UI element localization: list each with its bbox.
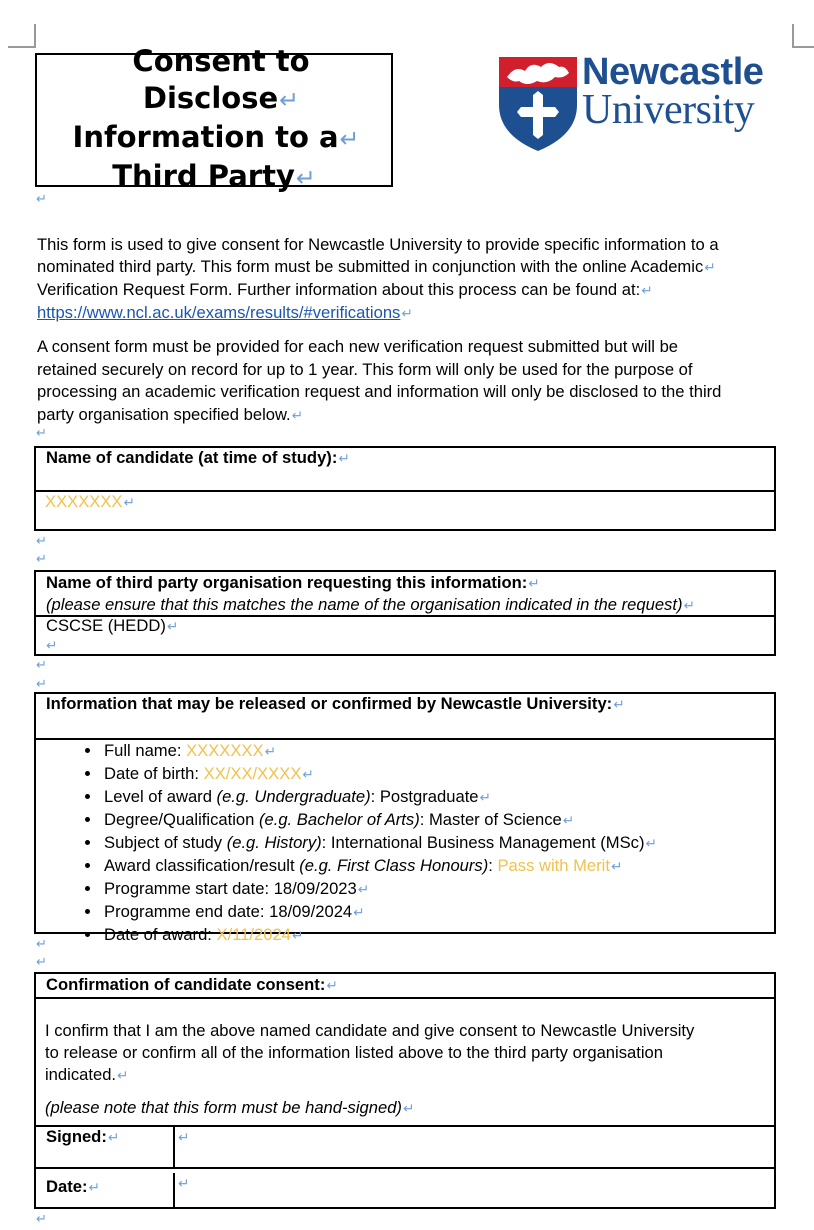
return-mark-icon: ↵ [264,744,276,759]
policy-line: party organisation specified below. [37,404,291,424]
third-party-table [34,570,776,656]
release-item-value: Postgraduate [379,787,479,806]
release-item-value: Master of Science [428,810,562,829]
release-item-prefix: Date of birth: [104,764,204,783]
release-item-sep: : [419,810,429,829]
return-mark-icon: ↵ [326,978,338,993]
release-item-prefix: Subject of study [104,833,227,852]
release-info-item [102,809,774,832]
shield-crest-icon [497,55,579,153]
return-mark-icon: ↵ [88,1180,100,1195]
candidate-name-cell[interactable] [36,490,774,529]
consent-statement-line: to release or confirm all of the information listed above to the third party organisation [45,1043,663,1062]
return-mark-icon: ↵ [291,407,304,423]
intro-paragraph [37,234,787,325]
third-party-note: (please ensure that this matches the name of the organisation indicated in the request) [46,595,683,614]
return-mark-icon: ↵ [46,638,58,653]
release-item-prefix: Programme start date: [104,879,274,898]
return-mark-icon: ↵ [302,767,314,782]
release-item-sep: : [488,856,498,875]
release-item-prefix: Full name: [104,741,187,760]
return-mark-icon: ↵ [613,697,625,712]
release-item-value: 18/09/2024 [269,902,353,921]
release-item-value: International Business Management (MSc) [330,833,645,852]
release-item-example: (e.g. Undergraduate) [216,787,371,806]
policy-line: A consent form must be provided for each new verification request submitted but will be [37,337,679,356]
return-mark-icon: ↵ [291,928,304,943]
intro-line: nominated third party. This form must be submitted in conjunction with the online Academic [37,257,704,276]
return-mark-icon: ↵ [353,905,365,920]
consent-signing-note: (please note that this form must be hand-signed) [45,1098,402,1117]
release-item-highlight: XXXXXXX [186,741,264,760]
consent-table [34,972,776,1209]
candidate-name-table [34,446,776,531]
release-item-prefix: Programme end date: [104,902,270,921]
release-item-highlight: X/11/2024 [216,925,291,944]
return-mark-icon: ↵ [562,813,575,828]
policy-line: processing an academic verification request and information will only be disclosed to the third [37,382,722,402]
release-info-label: Information that may be released or confirmed by Newcastle University: [46,694,613,713]
return-mark-icon: ↵ [178,1130,190,1145]
release-info-list [36,740,774,947]
release-item-example: (e.g. Bachelor of Arts) [258,810,420,829]
return-mark-icon: ↵ [36,551,47,566]
return-mark-icon: ↵ [683,598,695,613]
release-item-highlight: XX/XX/XXXX [203,764,302,783]
logo-name-line-2: University [582,87,755,133]
return-mark-icon: ↵ [36,936,47,951]
date-cell[interactable] [175,1173,774,1207]
title-line-3: Third Party [112,159,295,193]
logo-name-line-1: Newcastle [582,51,764,93]
return-mark-icon: ↵ [36,676,47,691]
release-info-item [102,878,774,901]
signature-cell[interactable] [175,1127,774,1167]
release-info-item [102,924,774,947]
return-mark-icon: ↵ [357,882,370,897]
release-item-prefix: Degree/Qualification [104,810,259,829]
return-mark-icon: ↵ [402,1101,415,1116]
release-info-item [102,740,774,763]
signed-label: Signed: [46,1127,107,1146]
consent-label: Confirmation of candidate consent: [46,975,326,994]
release-item-value: 18/09/2023 [273,879,357,898]
return-mark-icon: ↵ [401,306,413,321]
consent-statement-line: I confirm that I am the above named candidate and give consent to Newcastle University [45,1021,695,1040]
document-title-box [35,44,393,193]
release-item-prefix: Level of award [104,787,217,806]
return-mark-icon: ↵ [279,86,300,114]
release-item-sep: : [370,787,380,806]
return-mark-icon: ↵ [528,576,540,591]
release-info-item [102,832,774,855]
release-info-item [102,786,774,809]
release-item-highlight: Pass with Merit [497,856,610,875]
return-mark-icon: ↵ [36,425,47,440]
consent-statement-line: indicated. [45,1065,117,1084]
return-mark-icon: ↵ [36,533,47,548]
return-mark-icon: ↵ [36,657,47,672]
intro-line: This form is used to give consent for Newcastle University to provide specific information to a [37,235,719,254]
return-mark-icon: ↵ [36,954,47,969]
policy-paragraph [37,336,787,427]
release-item-example: (e.g. First Class Honours) [299,856,489,875]
return-mark-icon: ↵ [36,191,47,206]
return-mark-icon: ↵ [107,1130,120,1145]
crop-mark-top-left [8,24,36,48]
return-mark-icon: ↵ [610,859,623,874]
return-mark-icon: ↵ [704,260,716,275]
university-logo [497,53,789,153]
return-mark-icon: ↵ [178,1176,190,1191]
return-mark-icon: ↵ [641,283,653,298]
third-party-label: Name of third party organisation requesting this information: [46,573,528,592]
title-line-2: Information to a [72,120,339,154]
candidate-name-label: Name of candidate (at time of study): [46,448,338,467]
return-mark-icon: ↵ [295,164,316,192]
return-mark-icon: ↵ [166,619,179,634]
verifications-link[interactable]: https://www.ncl.ac.uk/exams/results/#verifications [37,303,401,322]
return-mark-icon: ↵ [645,836,657,851]
release-info-item [102,763,774,786]
release-info-item [102,855,774,878]
intro-line: Verification Request Form. Further information about this process can be found at: [37,280,641,299]
return-mark-icon: ↵ [117,1068,129,1083]
release-item-prefix: Date of award: [104,925,217,944]
candidate-name-value: XXXXXXX [45,492,123,511]
return-mark-icon: ↵ [36,1211,47,1226]
return-mark-icon: ↵ [123,495,135,510]
policy-line: retained securely on record for up to 1 year. This form will only be used for the purpose of [37,359,693,379]
release-item-example: (e.g. History) [226,833,322,852]
release-item-sep: : [321,833,331,852]
third-party-cell[interactable] [36,615,774,654]
date-label: Date: [46,1177,88,1196]
return-mark-icon: ↵ [479,790,491,805]
third-party-value: CSCSE (HEDD) [46,616,166,635]
title-line-1: Consent to Disclose [132,44,310,115]
release-item-prefix: Award classification/result [104,856,300,875]
release-info-item [102,901,774,924]
crop-mark-top-right [792,24,814,48]
return-mark-icon: ↵ [338,451,350,466]
release-info-table [34,692,776,944]
return-mark-icon: ↵ [339,125,360,153]
